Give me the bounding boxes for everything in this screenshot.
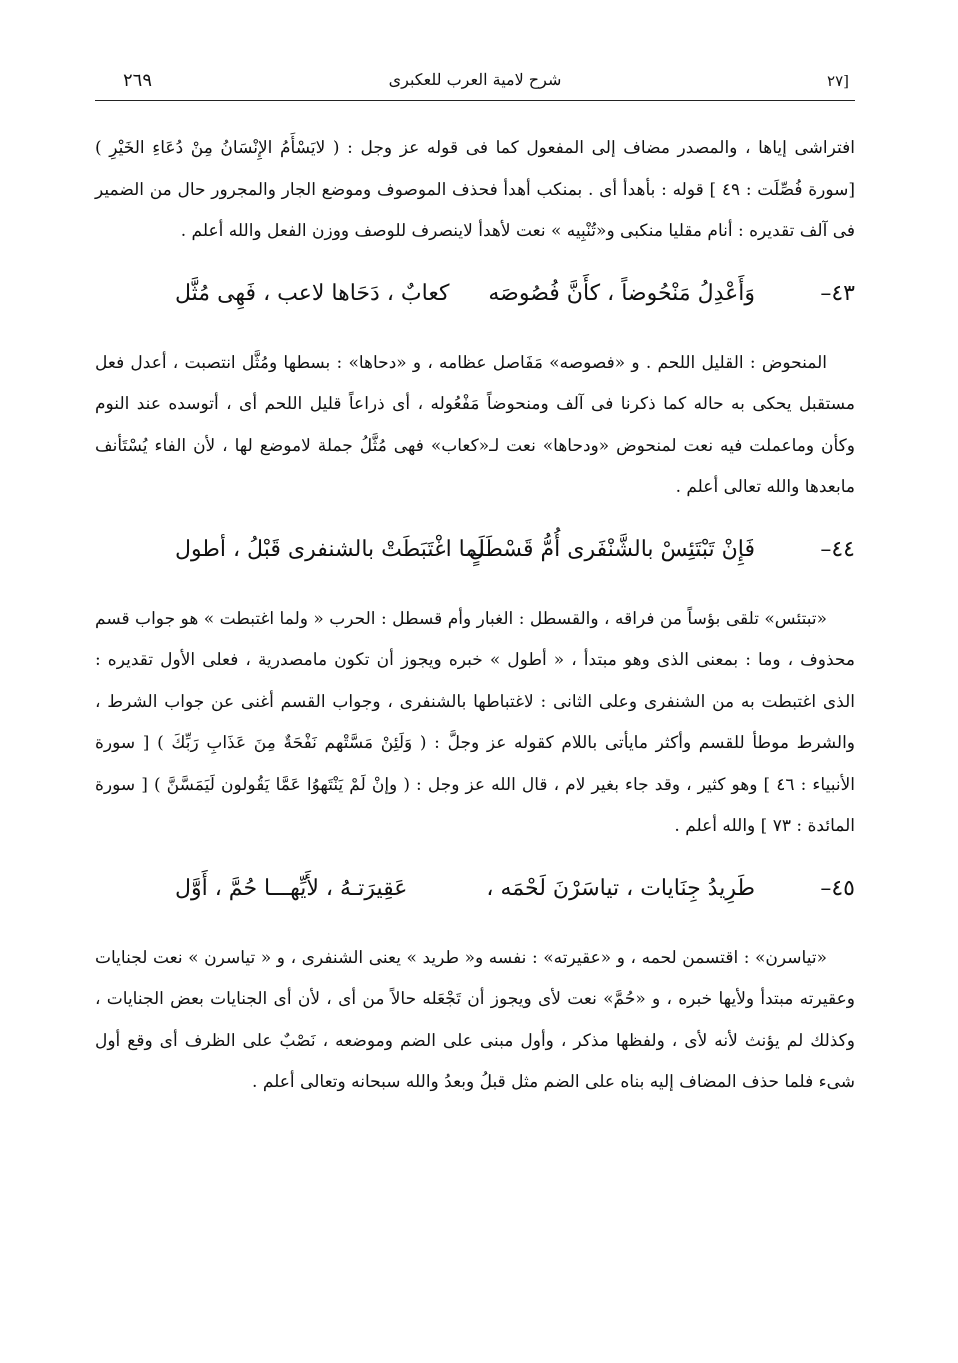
commentary-paragraph: «تياسرن» : اقتسمن لحمه ، و «عقيرته» : نفسه و« طريد » يعنى الشنفرى ، و « تياسرن » نعت لجنايات وعقيرته مبتدأ ولأيها خبره ، و «حُمَّ» نعت لأى ويجوز أن تَجْعَله حالاً من أى ، لأن أى الجنايات بعض الجنايات ، وكذلك لم يؤنث لأنه لأى ، ولفظها مذكر ، وأول مبنى على الضم وموضعه ، نَصْبٌ على الظرف أى وقع أول شىء فلما حذف المضاف إليه بناه على الضم مثل قبلُ وبعدُ والله سبحانه وتعالى أعلم .: [95, 947, 855, 1092]
running-header: [95, 66, 855, 101]
verse-first-hemistich: وَأَعْدِلُ مَنْحُوضاً ، كأَنَّ فُصُوصَه: [488, 280, 755, 306]
running-title: شرح لامية العرب للعكبرى: [388, 70, 562, 89]
verse-line: [95, 509, 855, 599]
verse-number: ٤٣–: [820, 280, 855, 306]
verse-line: [95, 848, 855, 938]
page-body: [95, 128, 855, 1104]
verse-line: [95, 253, 855, 343]
verse-second-hemistich: عَقِيرَتـهُ ، لأَيِّهـــا حُمَّ ، أَوَّل: [175, 875, 408, 901]
page-number: ٢٦٩: [123, 70, 153, 91]
verse-number: ٤٤–: [820, 536, 855, 562]
verse-number: ٤٥–: [820, 875, 855, 901]
commentary-paragraph: المنحوض : القليل اللحم . و «فصوصه» مَفَاصل عظامه ، و «دحاها» : بسطها ومُثَّل انتصبت ، أعدل فعل مستقبل يحكى به حاله كما ذكرنا فى آلف ومنحوضاً مَفْعُوله ، أى ذراعاً قليل اللحم أى ، أتوسده عند النوم وكأن وماعملت فيه نعت لمنحوض «ودحاها» نعت لـ«كعاب» فهى مُثَّلُ جملة لاموضع لها ، لأن الفاء يُسْتَأنف مابعدها والله تعالى أعلم .: [95, 352, 855, 497]
verse-second-hemistich: لَما اغْتَبَطَتْ بالشنفرى قَبْلُ ، أطول: [175, 536, 485, 562]
verse-first-hemistich: فَإِنْ تَبْتَئِسْ بالشَّنْفَرى أُمُّ قَسْطَلٍ: [468, 536, 755, 562]
section-number: [٢٧: [827, 72, 849, 90]
verse-first-hemistich: طَرِيدُ جِنَايات ، تياسَرْنَ لَحْمَه ،: [486, 875, 755, 901]
commentary-paragraph: افتراشى إياها ، والمصدر مضاف إلى المفعول كما فى قوله عز وجل : ( لايَسْأَمُ الإِنْسَانُ مِنْ دُعَاءِ الخَيْرِ ) [سورة فُصِّلَت : ٤٩ ] قوله : بأهدأ أى . بمنكب أهدأ فحذف الموصوف وموضع الجار والمجرور حال من الضمير فى آلف تقديره : أنام مقليا منكبى و«تُنْبِيه » نعت لأهدأ لاينصرف للوصف ووزن الفعل والله أعلم .: [95, 138, 855, 241]
verse-second-hemistich: كعابٌ ، دَحَاها لاعب ، فَهِى مُثَّل: [175, 280, 450, 306]
commentary-paragraph: «تبتئس» تلقى بؤساً من فراقه ، والقسطل : الغبار وأم قسطل : الحرب « ولما اغتبطت » هو جواب قسم محذوف ، وما : بمعنى الذى وهو مبتدأ ، « أطول » خبره ويجوز أن تكون مامصدرية ، فعلى الأول تقديره : الذى اغتبطت به من الشنفرى وعلى الثانى : لاغتباطها بالشنفرى ، وجواب القسم أغنى عن جواب الشرط ، والشرط موطأ للقسم وأكثر مايأتى باللام كقوله عز وجلَّ : ( وَلَئِنْ مَسَّتْهم نَفْحَةٌ مِنَ عَذَابِ رَبِّكَ ) [ سورة الأنبياء : ٤٦ ] وهو كثير ، وقد جاء بغير لام ، قال الله عز وجل : ( وإنْ لَمْ يَنْتَهوُا عَمَّا يَقُولون لَيَمَسَّنَّ ) [ سورة المائدة : ٧٣ ] والله أعلم .: [95, 608, 855, 836]
